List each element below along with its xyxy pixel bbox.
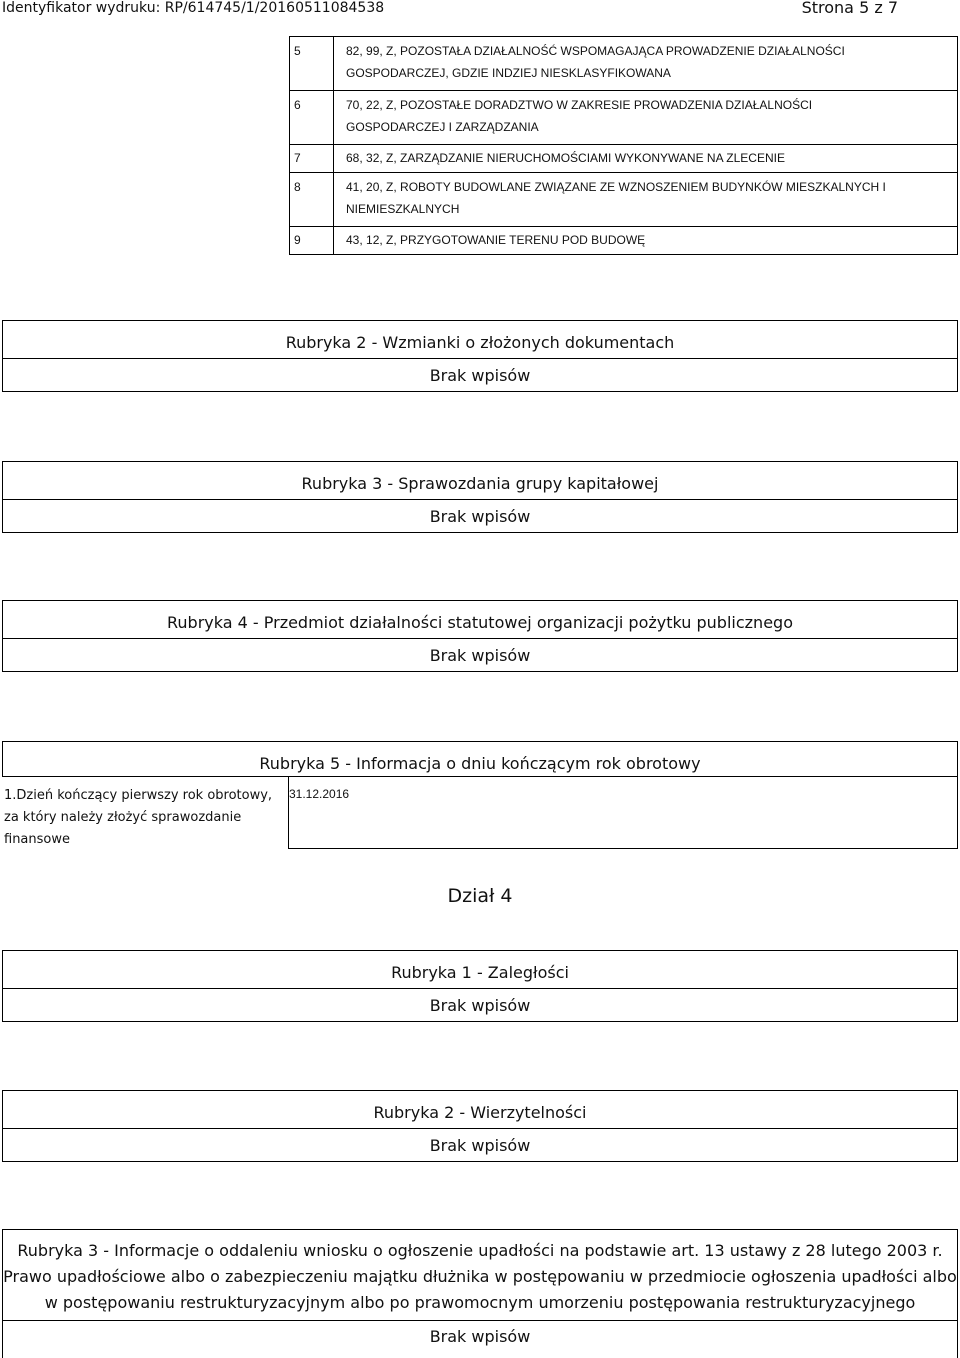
row-text: 41, 20, Z, ROBOTY BUDOWLANE ZWIĄZANE ZE WZNOSZENIEM BUDYNKÓW MIESZKALNYCH I NIEMIESZKALNYCH bbox=[334, 173, 958, 227]
section-rubryka-3 bbox=[2, 461, 958, 533]
row-text: 43, 12, Z, PRZYGOTOWANIE TERENU POD BUDOWĘ bbox=[334, 227, 958, 255]
pkd-table bbox=[289, 36, 958, 255]
section-title: Rubryka 3 - Informacje o oddaleniu wniosku o ogłoszenie upadłości na podstawie art. 13 ustawy z 28 lutego 2003 r. Prawo upadłościowe albo o zabezpieczeniu majątku dłużnika w postępowaniu w przedmiocie ogłoszenia upadłości albo w postępowaniu restrukturyzacyjnym albo po prawomocnym umorzeniu postępowania restrukturyzacyjnego bbox=[3, 1230, 957, 1321]
empty-note: Brak wpisów bbox=[429, 646, 531, 665]
section-rubryka-2 bbox=[2, 320, 958, 392]
field-label: 1.Dzień kończący pierwszy rok obrotowy, za który należy złożyć sprawozdanie finansowe bbox=[4, 788, 273, 847]
row-number: 7 bbox=[290, 145, 334, 173]
section-d4-rubryka-2 bbox=[2, 1090, 958, 1162]
section-title: Rubryka 2 - Wierzytelności bbox=[3, 1091, 957, 1129]
section-d4-rubryka-1 bbox=[2, 950, 958, 1022]
section-title: Rubryka 5 - Informacja o dniu kończącym rok obrotowy bbox=[2, 741, 958, 777]
section-d4-rubryka-3 bbox=[2, 1229, 958, 1358]
section-heading: Dział 4 bbox=[447, 885, 513, 907]
row-number: 6 bbox=[290, 91, 334, 145]
section-rubryka-5 bbox=[2, 741, 958, 849]
row-number: 8 bbox=[290, 173, 334, 227]
empty-note: Brak wpisów bbox=[429, 1327, 531, 1346]
table-row bbox=[290, 145, 958, 173]
page-number: Strona 5 z 7 bbox=[801, 0, 898, 17]
print-identifier: Identyfikator wydruku: RP/614745/1/20160511084538 bbox=[2, 0, 385, 16]
field-value: 31.12.2016 bbox=[288, 776, 958, 849]
row-text: 70, 22, Z, POZOSTAŁE DORADZTWO W ZAKRESIE PROWADZENIA DZIAŁALNOŚCI GOSPODARCZEJ I ZARZĄDZANIA bbox=[334, 91, 958, 145]
section-rubryka-4 bbox=[2, 600, 958, 672]
empty-note: Brak wpisów bbox=[429, 366, 531, 385]
table-row bbox=[290, 91, 958, 145]
row-text: 68, 32, Z, ZARZĄDZANIE NIERUCHOMOŚCIAMI WYKONYWANE NA ZLECENIE bbox=[334, 145, 958, 173]
empty-note: Brak wpisów bbox=[429, 1136, 531, 1155]
table-row bbox=[290, 227, 958, 255]
empty-note: Brak wpisów bbox=[429, 996, 531, 1015]
row-number: 5 bbox=[290, 37, 334, 91]
table-row bbox=[290, 173, 958, 227]
section-title: Rubryka 1 - Zaległości bbox=[3, 951, 957, 989]
section-title: Rubryka 4 - Przedmiot działalności statutowej organizacji pożytku publicznego bbox=[3, 601, 957, 639]
empty-note: Brak wpisów bbox=[429, 507, 531, 526]
table-row bbox=[290, 37, 958, 91]
section-title: Rubryka 3 - Sprawozdania grupy kapitałowej bbox=[3, 462, 957, 500]
row-text: 82, 99, Z, POZOSTAŁA DZIAŁALNOŚĆ WSPOMAGAJĄCA PROWADZENIE DZIAŁALNOŚCI GOSPODARCZEJ, GDZIE INDZIEJ NIESKLASYFIKOWANA bbox=[334, 37, 958, 91]
row-number: 9 bbox=[290, 227, 334, 255]
section-title: Rubryka 2 - Wzmianki o złożonych dokumentach bbox=[3, 321, 957, 359]
